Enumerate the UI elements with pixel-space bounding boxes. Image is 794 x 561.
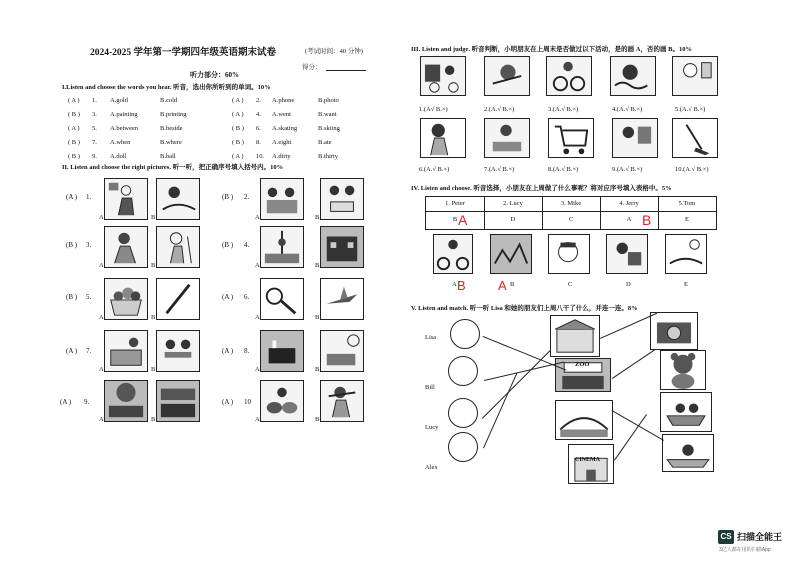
s1-answer: ( B ) (68, 111, 80, 118)
cinema-picture (568, 444, 614, 484)
s1-answer: ( A ) (232, 111, 244, 118)
pic-label-b: B (315, 314, 320, 321)
s2-answer: (B ) (222, 241, 234, 249)
red-handwritten-mark: A (458, 212, 468, 228)
messy-room-picture (490, 234, 532, 274)
s1-answer: ( A ) (68, 97, 80, 104)
kids-reading-picture (320, 178, 364, 220)
s3-judge-option: 10.(A.√ B.×) (675, 166, 709, 173)
s1-number: 2. (256, 97, 261, 104)
s1-option-a: A.eight (272, 139, 292, 146)
brand-name: 扫描全能王 (737, 532, 783, 542)
s1-answer: ( B ) (232, 125, 244, 132)
flute-player-picture (320, 380, 364, 422)
s2-number: 1. (86, 193, 92, 201)
s3-judge-option: 1.(A√ B.×) (419, 106, 448, 113)
s1-option-b: B.printing (160, 111, 187, 118)
s1-option-a: A.painting (110, 111, 138, 118)
s1-option-b: B.ate (318, 139, 332, 146)
teddy-bear-picture (660, 350, 706, 390)
park-bridge-picture (555, 400, 613, 440)
girl-painting-picture (672, 56, 718, 96)
pic-label-a: A (255, 262, 260, 269)
score-blank (326, 70, 366, 71)
pic-label: E (684, 281, 688, 288)
fruit-basket-picture (104, 278, 148, 320)
pic-label-a: A (99, 366, 104, 373)
table-cell: D (510, 216, 516, 223)
pic-label-b: B (151, 314, 156, 321)
bill-face-icon (448, 356, 478, 386)
s1-option-b: B.beside (160, 125, 183, 132)
s2-number: 6. (244, 293, 250, 301)
zoo-sign: ZOO (575, 361, 590, 368)
s1-number: 7. (92, 139, 97, 146)
building-picture (320, 226, 364, 268)
s2-answer: (B ) (66, 293, 78, 301)
s1-option-a: A.between (110, 125, 138, 132)
lisa-face-icon (450, 319, 480, 349)
s1-option-a: A.gold (110, 97, 128, 104)
bicycle-picture (546, 56, 592, 96)
table-header: 2. Lucy (503, 200, 523, 207)
alex-face-icon (448, 432, 478, 462)
pic-label: B (510, 281, 515, 288)
s1-option-a: A.doll (110, 153, 127, 160)
red-handwritten-mark: B (642, 212, 652, 228)
red-handwritten-mark: B (457, 278, 466, 293)
s2-number: 4. (244, 241, 250, 249)
table-cell: C (568, 216, 574, 223)
cake-picture (260, 330, 304, 372)
sick-boy-picture (548, 234, 590, 274)
s1-number: 6. (256, 125, 261, 132)
s1-answer: ( A ) (232, 97, 244, 104)
s1-answer: ( A ) (68, 125, 80, 132)
s2-answer: (A ) (222, 347, 234, 355)
name-label: Bill (425, 384, 435, 391)
pic-label-a: A (99, 314, 104, 321)
pic-label-b: B (315, 366, 320, 373)
girl-sleeping-picture (156, 178, 200, 220)
s2-answer: (A ) (60, 398, 72, 406)
boy-drawing-picture (104, 178, 148, 220)
name-label: Lucy (425, 424, 439, 431)
s1-option-a: A.skating (272, 125, 298, 132)
pic-label-a: A (255, 366, 260, 373)
kid-flying-picture (484, 56, 530, 96)
street-scene-picture (156, 380, 200, 422)
cinema-sign: CINEMA (575, 457, 600, 463)
swimming-picture (610, 56, 656, 96)
s1-number: 3. (92, 111, 97, 118)
table-header: 5.Tom (678, 200, 696, 207)
s1-option-a: A.phone (272, 97, 295, 104)
boy-bike-picture (433, 234, 473, 274)
score-label: 得分： (302, 64, 322, 71)
s2-answer: (A ) (222, 398, 234, 406)
table-header: 4. Jerry (619, 200, 639, 207)
s1-option-a: A.dirty (272, 153, 291, 160)
s2-answer: (B ) (66, 241, 78, 249)
s1-answer: ( B ) (68, 153, 80, 160)
s1-number: 1. (92, 97, 97, 104)
mopping-picture (672, 118, 718, 158)
s1-option-b: B.where (160, 139, 182, 146)
section5-title: V. Listen and match. 听一听 Lisa 和她的朋友们上周八干了什么，并连一连。8% (411, 305, 638, 312)
s3-judge-option: 9.(A.√ B.×) (612, 166, 643, 173)
s2-number: 2. (244, 193, 250, 201)
s2-number: 3. (86, 241, 92, 249)
drums-picture (260, 380, 304, 422)
boat-riding-picture (660, 392, 712, 432)
pic-label-a: A (99, 214, 104, 221)
s3-judge-option: 6.(A.√ B.×) (419, 166, 450, 173)
boy-cycling-picture (420, 56, 466, 96)
s1-number: 10. (256, 153, 265, 160)
s2-number: 9. (84, 398, 90, 406)
rowing-boat-picture (662, 434, 714, 472)
camera-picture (650, 312, 698, 350)
section1-title: I.Listen and choose the words you hear. 听音，选出你所听到的单词。10% (62, 84, 271, 91)
s3-judge-option: 3.(A.√ B.×) (548, 106, 579, 113)
pic-label: C (568, 281, 573, 288)
s2-number: 8. (244, 347, 250, 355)
section3-title: III. Listen and judge. 听音判断，小明朋友在上周末是否做过以下活动，是的画 A，否的画 B。10% (411, 46, 692, 53)
s2-answer: (A ) (66, 193, 78, 201)
violin-player-picture (420, 118, 466, 158)
time-note: (考试时间：40 分钟) (305, 48, 363, 55)
table-cell: A (626, 216, 632, 223)
flute-picture (156, 278, 200, 320)
cooking-picture (104, 330, 148, 372)
clock-desk-picture (320, 330, 364, 372)
red-handwritten-mark: A (498, 278, 507, 293)
s2-number: 7. (86, 347, 92, 355)
pic-label-a: A (255, 314, 260, 321)
pic-label-b: B (151, 262, 156, 269)
kids-group-picture (260, 178, 304, 220)
table-cell: E (685, 216, 689, 223)
name-label: Lisa (425, 334, 437, 341)
s1-option-b: B.cold (160, 97, 178, 104)
pic-label-a: A (255, 416, 260, 423)
s1-option-b: B.want (318, 111, 337, 118)
s1-number: 5. (92, 125, 97, 132)
table-cell: B (452, 216, 458, 223)
s2-number: 10 (244, 398, 251, 406)
pic-label-b: B (315, 416, 320, 423)
pic-label-b: B (151, 366, 156, 373)
page-title: 2024-2025 学年第一学期四年级英语期末试卷 (90, 48, 277, 58)
name-label: Alex (425, 464, 438, 471)
s3-judge-option: 4.(A.√ B.×) (612, 106, 643, 113)
park-scene-picture (104, 380, 148, 422)
reading-bed-picture (606, 234, 648, 274)
pic-label: A (452, 281, 457, 288)
pic-label-b: B (151, 214, 156, 221)
s3-judge-option: 8.(A.√ B.×) (548, 166, 579, 173)
section2-title: II. Listen and choose the right pictures. 听一听，把正确序号填入括号内。10% (62, 164, 284, 171)
section4-title: IV. Listen and choose. 听音选择，小朋友在上周做了什么事呢？将对应序号填入表格中。5% (411, 185, 672, 192)
s1-answer: ( B ) (232, 139, 244, 146)
pic-label: D (626, 281, 631, 288)
pic-label-a: A (99, 416, 104, 423)
s2-number: 5. (86, 293, 92, 301)
beach-picture (665, 234, 707, 274)
s1-number: 8. (256, 139, 261, 146)
s3-judge-option: 5.(A.√ B.×) (675, 106, 706, 113)
answer-table (425, 196, 717, 230)
pic-label-b: B (315, 214, 320, 221)
pic-label-a: A (255, 214, 260, 221)
s2-answer: (B ) (222, 193, 234, 201)
pic-label-b: B (151, 416, 156, 423)
key-picture (260, 278, 304, 320)
plane-picture (320, 278, 364, 320)
lucy-face-icon (448, 398, 478, 428)
pic-label-a: A (99, 262, 104, 269)
s1-option-a: A.when (110, 139, 131, 146)
s1-option-b: B.skiing (318, 125, 340, 132)
kids-table-picture (156, 330, 200, 372)
s1-option-a: A.went (272, 111, 291, 118)
reading-picture (612, 118, 658, 158)
s1-number: 9. (92, 153, 97, 160)
cs-logo: CS (718, 530, 734, 544)
s1-option-b: B.thirty (318, 153, 339, 160)
city-tower-picture (260, 226, 304, 268)
s1-number: 4. (256, 111, 261, 118)
s1-answer: ( B ) (68, 139, 80, 146)
s1-option-b: B.ball (160, 153, 176, 160)
s3-judge-option: 2.(A.√ B.×) (484, 106, 515, 113)
s2-answer: (A ) (222, 293, 234, 301)
pic-label-b: B (315, 262, 320, 269)
brand-tagline: 3亿人都在用的扫描App (719, 547, 771, 553)
s3-judge-option: 7.(A.√ B.×) (484, 166, 515, 173)
s1-option-b: B.photo (318, 97, 339, 104)
shopping-cart-picture (548, 118, 594, 158)
s1-answer: ( A ) (232, 153, 244, 160)
boy-playing-picture (104, 226, 148, 268)
dining-picture (484, 118, 530, 158)
shop-picture (550, 315, 600, 357)
boy-sweeping-picture (156, 226, 200, 268)
table-header: 1. Peter (445, 200, 465, 207)
s2-answer: (A ) (66, 347, 78, 355)
listening-part-label: 听力部分：60% (190, 71, 239, 79)
table-header: 3. Mike (560, 200, 582, 207)
